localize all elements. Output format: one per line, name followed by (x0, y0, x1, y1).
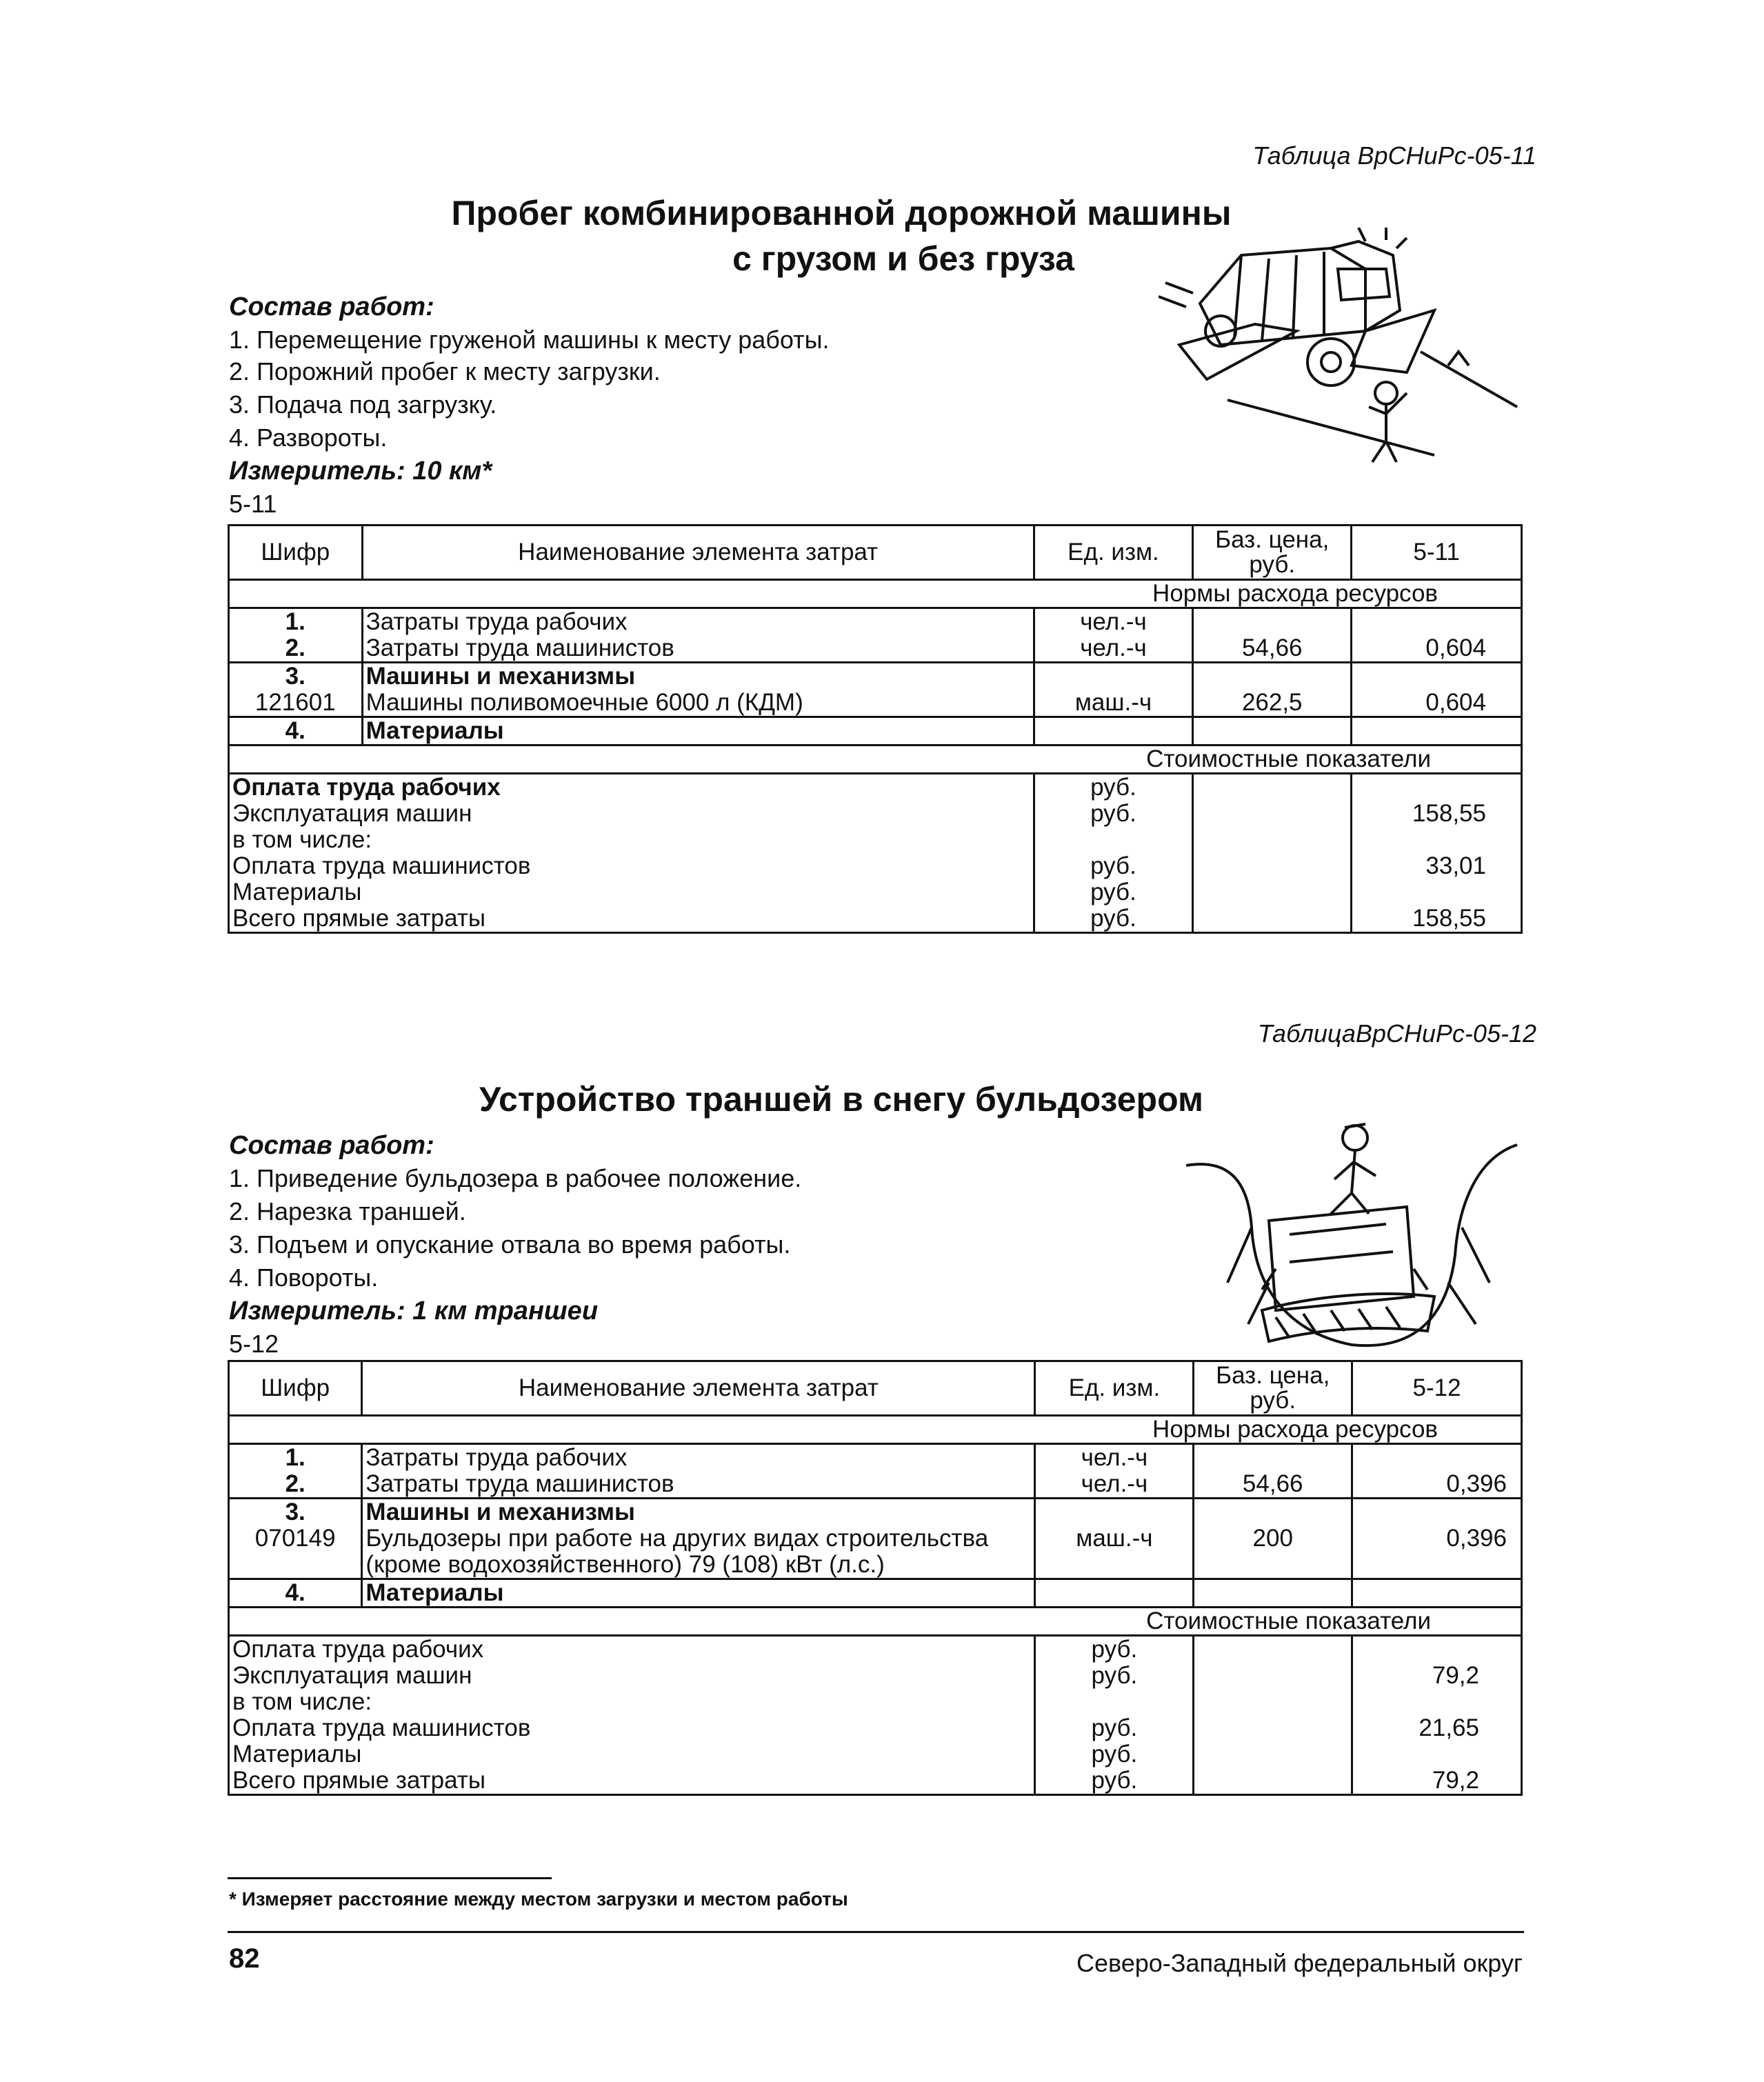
table-code: 5-12 (229, 1330, 279, 1358)
row-unit: маш.-ч (1034, 690, 1192, 717)
row-name: Затраты труда машинистов (362, 1471, 1035, 1499)
row-unit: чел.-ч (1034, 635, 1192, 663)
cost-value: 21,65 (1352, 1715, 1522, 1741)
col-header-price: Баз. цена, руб. (1194, 1361, 1352, 1416)
table-label: Таблица ВрСНиРс-05-11 (1252, 141, 1536, 170)
cost-unit: руб. (1035, 1636, 1194, 1663)
cost-name: Оплата труда машинистов (229, 853, 1034, 879)
footer-rule (228, 1931, 1524, 1933)
cost-row (229, 827, 1522, 853)
work-item: 1. Перемещение груженой машины к месту работы. (229, 326, 830, 354)
meter: Измеритель: 1 км траншеи (229, 1297, 599, 1325)
table-row (229, 1579, 1522, 1608)
road-machine-illustration (1159, 228, 1531, 476)
cost-unit: руб. (1034, 905, 1192, 933)
cost-unit: руб. (1034, 853, 1192, 879)
work-item: 4. Развороты. (229, 423, 388, 452)
section-title: Устройство траншей в снегу бульдозером (479, 1080, 1203, 1119)
cost-name: Эксплуатация машин (229, 1663, 1035, 1689)
row-num: 3. (229, 1499, 362, 1526)
cost-value: 158,55 (1352, 801, 1522, 827)
col-header-cipher: Шифр (229, 525, 363, 580)
page-number: 82 (229, 1943, 260, 1974)
row-name: Бульдозеры при работе на других видах строительства (кроме водохозяйственного) 79 (108) кВт (л.с.) (362, 1525, 1035, 1579)
row-price: 54,66 (1193, 635, 1352, 663)
row-num: 3. (229, 663, 363, 690)
cost-value: 79,2 (1352, 1768, 1522, 1795)
col-header-code: 5-12 (1352, 1361, 1522, 1416)
cost-unit: руб. (1034, 774, 1192, 801)
cost-value (1352, 1636, 1522, 1663)
row-num: 121601 (229, 690, 363, 717)
cost-name: Оплата труда рабочих (229, 1636, 1035, 1663)
cost-row (229, 1636, 1522, 1663)
table-row (229, 717, 1522, 745)
row-num: 2. (229, 1471, 362, 1499)
cost-unit: руб. (1034, 801, 1192, 827)
row-num: 1. (229, 1444, 362, 1472)
cost-name: в том числе: (229, 1689, 1035, 1715)
work-item: 1. Приведение бульдозера в рабочее положение. (229, 1164, 802, 1192)
row-name: Машины и механизмы (362, 1499, 1035, 1526)
row-value (1352, 1444, 1522, 1472)
cost-table (228, 524, 1523, 934)
cost-name: Оплата труда рабочих (229, 774, 1034, 801)
row-name: Материалы (362, 1579, 1035, 1608)
cost-name: Эксплуатация машин (229, 801, 1034, 827)
work-item: 4. Повороты. (229, 1263, 379, 1292)
cost-value (1352, 774, 1522, 801)
section-title: Пробег комбинированной дорожной машины (451, 194, 1232, 232)
work-item: 3. Подъем и опускание отвала во время работы. (229, 1230, 791, 1259)
col-header-unit: Ед. изм. (1035, 1361, 1194, 1416)
col-header-unit: Ед. изм. (1034, 525, 1192, 580)
col-header-name: Наименование элемента затрат (362, 525, 1034, 580)
cost-name: Всего прямые затраты (229, 1768, 1035, 1795)
work-item: 3. Подача под загрузку. (229, 390, 497, 419)
cost-unit: руб. (1035, 1663, 1194, 1689)
col-header-cipher: Шифр (229, 1361, 362, 1416)
row-unit: чел.-ч (1035, 1471, 1194, 1499)
table-row (229, 608, 1522, 636)
cost-name: Всего прямые затраты (229, 905, 1034, 933)
row-price: 200 (1194, 1525, 1352, 1579)
cost-row (229, 774, 1522, 801)
works-heading: Состав работ: (229, 1131, 434, 1160)
works-heading: Состав работ: (229, 292, 434, 321)
cost-name: в том числе: (229, 827, 1034, 853)
row-unit: маш.-ч (1035, 1525, 1194, 1579)
cost-unit: руб. (1035, 1715, 1194, 1741)
col-header-price: Баз. цена, руб. (1193, 525, 1352, 580)
cost-row (229, 1663, 1522, 1689)
table-row (229, 1525, 1522, 1579)
cost-value: 158,55 (1352, 905, 1522, 933)
cost-value: 33,01 (1352, 853, 1522, 879)
table-label: ТаблицаВрСНиРс-05-12 (1257, 1019, 1536, 1048)
row-name: Затраты труда рабочих (362, 1444, 1035, 1472)
cost-name: Материалы (229, 1741, 1035, 1768)
footnote-rule (228, 1877, 552, 1879)
meter: Измеритель: 10 км* (229, 457, 492, 486)
cost-heading: Стоимостные показатели (229, 1608, 1522, 1636)
row-price: 262,5 (1193, 690, 1352, 717)
table-row (229, 1444, 1522, 1472)
cost-row (229, 801, 1522, 827)
norms-heading: Нормы расхода ресурсов (229, 580, 1522, 608)
table-row (229, 690, 1522, 717)
row-value: 0,604 (1352, 635, 1522, 663)
row-num: 070149 (229, 1525, 362, 1579)
cost-value: 79,2 (1352, 1663, 1522, 1689)
row-num: 1. (229, 608, 363, 636)
table-row (229, 1471, 1522, 1499)
row-value: 0,604 (1352, 690, 1522, 717)
row-price (1193, 608, 1352, 636)
row-num: 4. (229, 717, 363, 745)
cost-row (229, 879, 1522, 905)
cost-row (229, 1689, 1522, 1715)
row-price (1194, 1444, 1352, 1472)
col-header-code: 5-11 (1352, 525, 1522, 580)
cost-heading: Стоимостные показатели (229, 745, 1522, 774)
table-row (229, 663, 1522, 690)
cost-unit: руб. (1035, 1768, 1194, 1795)
row-value (1352, 608, 1522, 636)
table-code: 5-11 (229, 490, 277, 518)
row-name: Машины поливомоечные 6000 л (КДМ) (362, 690, 1034, 717)
row-name: Машины и механизмы (362, 663, 1034, 690)
cost-row (229, 1715, 1522, 1741)
cost-table (228, 1360, 1523, 1796)
section-title-line2: с грузом и без груза (732, 239, 1074, 278)
cost-name: Оплата труда машинистов (229, 1715, 1035, 1741)
cost-row (229, 905, 1522, 933)
cost-unit: руб. (1034, 879, 1192, 905)
row-unit: чел.-ч (1035, 1444, 1194, 1472)
row-value: 0,396 (1352, 1525, 1522, 1579)
table-row (229, 1499, 1522, 1526)
row-value: 0,396 (1352, 1471, 1522, 1499)
norms-heading: Нормы расхода ресурсов (229, 1416, 1522, 1444)
row-price: 54,66 (1194, 1471, 1352, 1499)
bulldozer-illustration (1186, 1103, 1531, 1372)
row-name: Материалы (362, 717, 1034, 745)
cost-row (229, 1741, 1522, 1768)
col-header-name: Наименование элемента затрат (362, 1361, 1035, 1416)
cost-unit: руб. (1035, 1741, 1194, 1768)
cost-name: Материалы (229, 879, 1034, 905)
row-unit: чел.-ч (1034, 608, 1192, 636)
running-footer: Северо-Западный федеральный округ (1076, 1949, 1523, 1977)
row-name: Затраты труда машинистов (362, 635, 1034, 663)
work-item: 2. Порожний пробег к месту загрузки. (229, 357, 661, 386)
cost-row (229, 1768, 1522, 1795)
footnote: * Измеряет расстояние между местом загрузки и местом работы (229, 1888, 848, 1910)
row-name: Затраты труда рабочих (362, 608, 1034, 636)
row-num: 2. (229, 635, 363, 663)
work-item: 2. Нарезка траншей. (229, 1197, 466, 1225)
cost-row (229, 853, 1522, 879)
row-num: 4. (229, 1579, 362, 1608)
table-row (229, 635, 1522, 663)
